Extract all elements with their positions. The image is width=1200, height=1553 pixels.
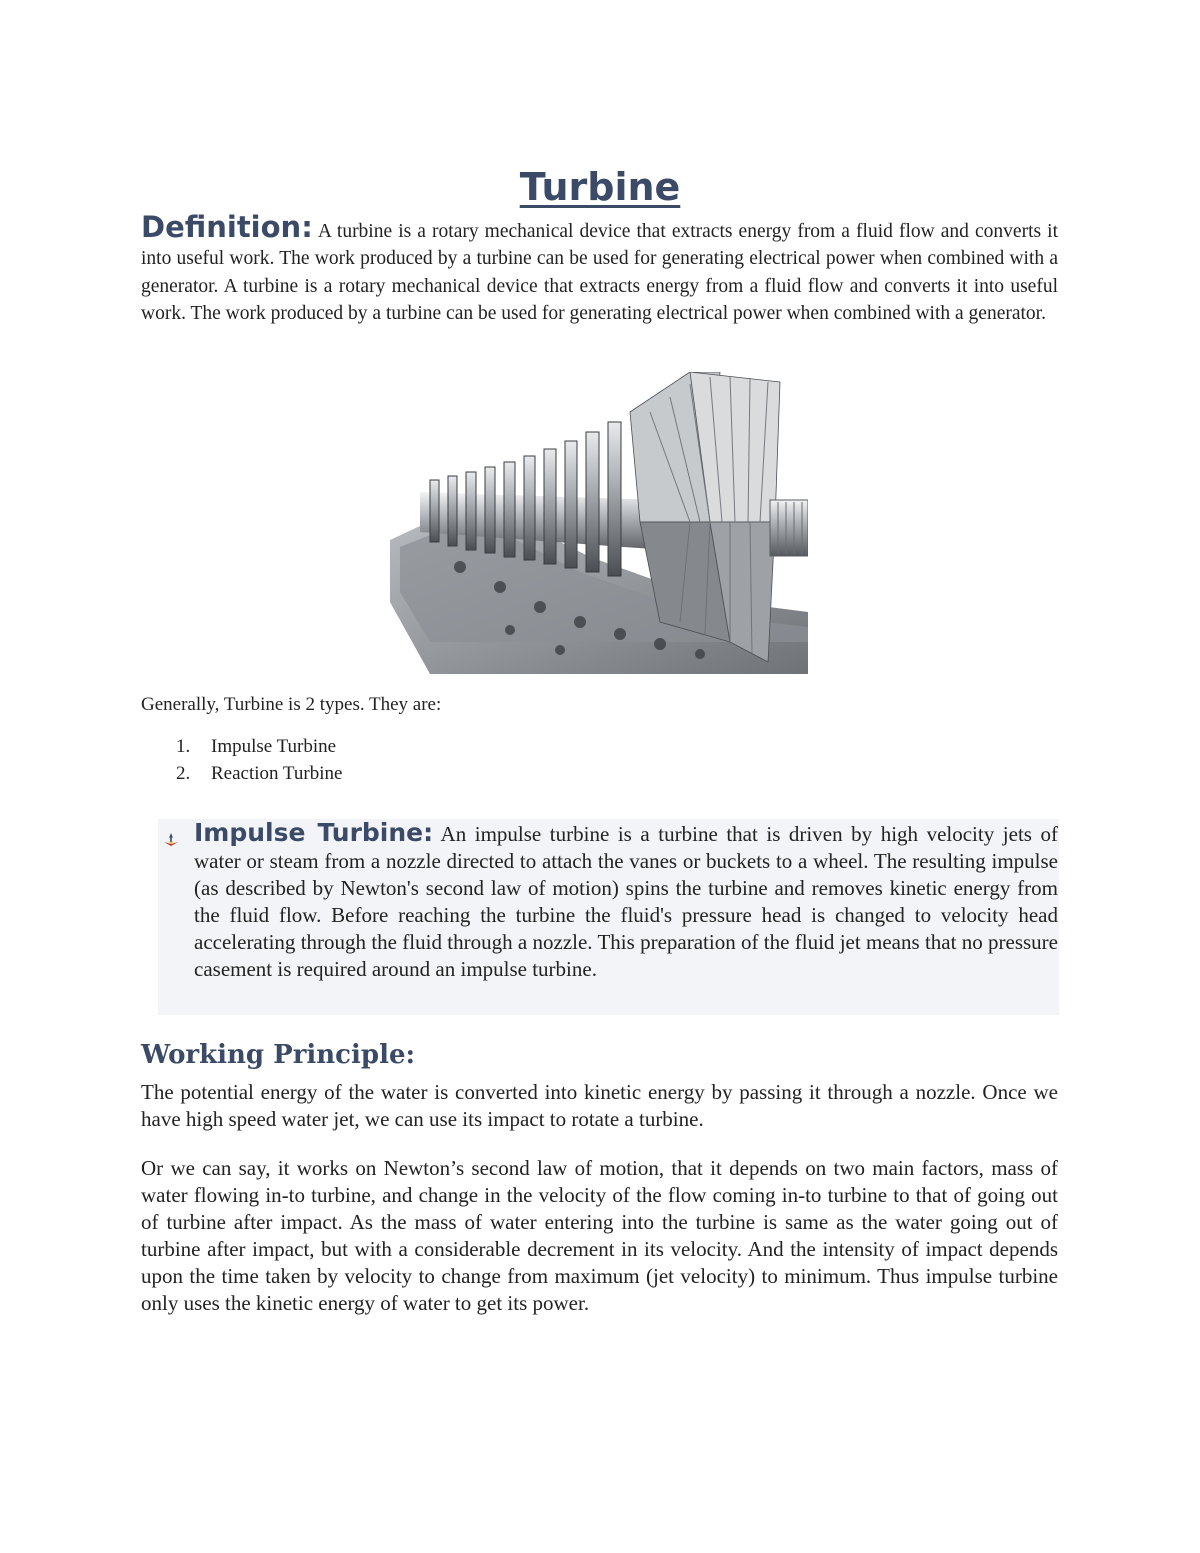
working-principle-paragraph-2: Or we can say, it works on Newton’s second law of motion, that it depends on two main factors, mass of water flowing in-to turbine, and change in the velocity of the flow coming in-to turbine to that of going out of turbine after impact. As the mass of water entering into the turbine is same as the water going out of turbine after impact, but with a considerable decrement in its velocity. And the intensity of impact depends upon the time taken by velocity to change from maximum (jet velocity) to minimum. Thus impulse turbine only uses the kinetic energy of water to get its power. [141, 1156, 1058, 1315]
definition-paragraph [141, 210, 1058, 327]
definition-text: A turbine is a rotary mechanical device that extracts energy from a fluid flow and converts it into useful work. The work produced by a turbine can be used for generating electrical power when combined with a generator. A turbine is a rotary mechanical device that extracts energy from a fluid flow and converts it into useful work. The work produced by a turbine can be used for generating electrical power when combined with a generator. [141, 221, 1058, 324]
list-item-label: Reaction Turbine [211, 763, 343, 784]
list-item-label: Impulse Turbine [211, 736, 337, 757]
impulse-turbine-paragraph [194, 819, 1058, 983]
types-intro: Generally, Turbine is 2 types. They are: [141, 694, 442, 715]
list-number: 1. [176, 736, 191, 757]
page-title: Turbine [519, 165, 681, 209]
impulse-text: An impulse turbine is a turbine that is driven by high velocity jets of water or steam from a nozzle directed to attach the vanes or buckets to a wheel. The resulting impulse (as described by Newton's second law of motion) spins the turbine and removes kinetic energy from the fluid flow. Before reaching the turbine the fluid's pressure head is changed to velocity head accelerating through the fluid through a nozzle. This preparation of the fluid jet means that no pressure casement is required around an impulse turbine. [194, 822, 1058, 981]
working-principle-heading: Working Principle: [141, 1040, 416, 1070]
impulse-heading: Impulse Turbine: [194, 818, 434, 847]
steam-turbine-rotor-image [390, 372, 808, 674]
definition-heading: Definition: [141, 210, 313, 244]
arrow-bullet-icon [162, 832, 180, 848]
working-principle-paragraph-1: The potential energy of the water is converted into kinetic energy by passing it through a nozzle. Once we have high speed water jet, we can use its impact to rotate a turbine. [141, 1080, 1058, 1131]
list-number: 2. [176, 763, 191, 784]
